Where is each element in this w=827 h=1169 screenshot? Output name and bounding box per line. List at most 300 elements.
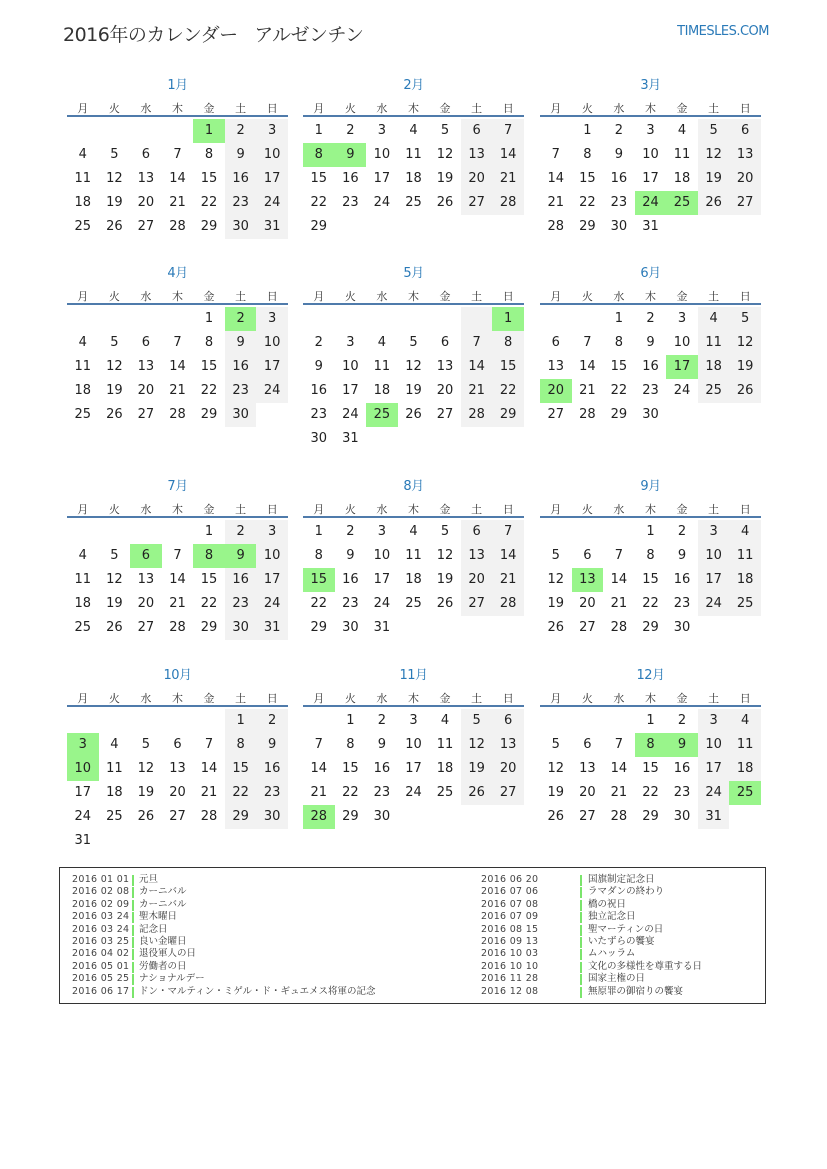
day-cell: 31 [698, 805, 730, 829]
weekday-label: 土 [235, 102, 247, 115]
weekday-label: 月 [77, 102, 89, 115]
day-cell: 21 [547, 195, 565, 210]
month-name: 2月 [403, 78, 424, 93]
day-cell: 15 [303, 568, 335, 592]
holiday-name: 独立記念日 [588, 911, 636, 923]
day-cell: 3 [346, 335, 355, 350]
holiday-legend-row [72, 874, 472, 886]
day-cell: 23 [310, 407, 328, 422]
day-cell: 9 [677, 548, 687, 563]
weekday-label: 木 [644, 290, 656, 303]
day-cell: 30 [373, 809, 391, 824]
day-cell: 10 [256, 544, 288, 568]
month-name: 12月 [636, 668, 665, 683]
day-grid [303, 709, 524, 853]
holiday-marker [132, 875, 134, 886]
day-cell: 13 [169, 761, 186, 776]
holiday-name: 聖木曜日 [139, 911, 178, 923]
day-cell: 7 [173, 335, 182, 350]
holiday-legend-row [481, 961, 761, 973]
day-cell: 21 [169, 596, 186, 611]
month-name: 8月 [403, 479, 424, 494]
weekday-label: 金 [676, 290, 688, 303]
day-cell: 21 [492, 167, 524, 191]
day-cell: 20 [579, 596, 596, 611]
day-cell: 29 [200, 407, 218, 422]
holiday-marker [132, 962, 134, 973]
holiday-marker [580, 875, 582, 886]
day-cell: 23 [225, 379, 257, 403]
day-cell: 2 [256, 709, 288, 733]
day-cell: 18 [729, 568, 761, 592]
day-cell: 15 [200, 572, 218, 587]
day-cell: 24 [698, 592, 730, 616]
day-cell: 6 [130, 544, 162, 568]
month-calendar [67, 662, 288, 848]
day-cell: 14 [610, 761, 628, 776]
day-cell: 24 [673, 383, 691, 398]
day-cell: 24 [635, 191, 667, 215]
day-cell: 4 [110, 737, 119, 752]
day-cell: 27 [137, 620, 155, 635]
weekday-header [303, 501, 524, 518]
month-name: 7月 [167, 479, 188, 494]
holiday-legend-row [72, 899, 472, 911]
day-cell: 15 [310, 171, 328, 186]
weekday-label: 水 [613, 692, 625, 705]
holiday-legend-row [72, 961, 472, 973]
day-cell: 5 [440, 123, 450, 138]
day-cell: 10 [698, 544, 730, 568]
day-cell: 16 [256, 757, 288, 781]
day-cell: 22 [492, 379, 524, 403]
day-cell: 27 [137, 219, 155, 234]
holiday-name: 橋の祝日 [588, 898, 627, 910]
day-cell: 3 [256, 520, 288, 544]
day-cell: 28 [610, 809, 628, 824]
holiday-name: ラマダンの終わり [588, 886, 665, 898]
day-cell: 27 [492, 781, 524, 805]
day-cell: 28 [169, 620, 186, 635]
day-cell: 14 [547, 171, 565, 186]
holiday-marker [132, 987, 134, 998]
day-cell: 26 [436, 596, 454, 611]
day-cell: 25 [405, 596, 422, 611]
day-cell: 17 [698, 568, 730, 592]
month-name: 11月 [399, 668, 428, 683]
day-cell: 12 [729, 331, 761, 355]
day-cell: 26 [698, 191, 730, 215]
calendar-grid [67, 72, 761, 862]
holiday-marker [580, 925, 582, 936]
holiday-name: 退役軍人の日 [139, 948, 197, 960]
day-cell: 23 [225, 191, 257, 215]
day-cell: 25 [436, 785, 454, 800]
day-cell: 24 [256, 191, 288, 215]
day-cell: 25 [729, 781, 761, 805]
weekday-label: 木 [171, 290, 183, 303]
day-cell: 10 [67, 757, 99, 781]
day-cell: 9 [614, 147, 624, 162]
weekday-label: 水 [140, 102, 152, 115]
day-cell: 16 [310, 383, 328, 398]
day-cell: 18 [106, 785, 123, 800]
holiday-marker [580, 974, 582, 985]
holiday-name: カーニバル [139, 886, 187, 898]
day-cell: 27 [547, 407, 565, 422]
holiday-marker [132, 949, 134, 960]
weekday-label: 月 [313, 692, 325, 705]
day-cell: 3 [377, 123, 387, 138]
holiday-date: 2016 01 01 [72, 874, 130, 885]
day-cell: 9 [256, 733, 288, 757]
holiday-date: 2016 10 10 [481, 960, 539, 972]
legend-column-right [481, 874, 761, 998]
holiday-date: 2016 05 25 [72, 973, 130, 985]
holiday-marker [132, 900, 134, 911]
day-grid [67, 520, 288, 664]
day-cell: 17 [405, 761, 422, 776]
weekday-label: 火 [581, 290, 593, 303]
day-cell: 1 [346, 713, 355, 728]
day-cell: 11 [729, 544, 761, 568]
day-cell: 23 [673, 596, 691, 611]
month-name: 3月 [640, 78, 661, 93]
day-cell: 19 [547, 596, 565, 611]
month-calendar [303, 662, 524, 842]
day-cell: 25 [74, 407, 92, 422]
holiday-marker [580, 900, 582, 911]
day-cell: 4 [78, 147, 87, 162]
weekday-label: 日 [502, 503, 514, 516]
holiday-legend-row [481, 874, 761, 886]
day-cell: 30 [225, 616, 257, 640]
day-cell: 6 [583, 737, 592, 752]
holiday-name: いたずらの饗宴 [588, 935, 655, 947]
day-grid [303, 119, 524, 263]
day-cell: 30 [610, 219, 628, 234]
day-cell: 17 [642, 171, 659, 186]
day-cell: 12 [106, 572, 123, 587]
day-cell: 22 [225, 781, 257, 805]
day-cell: 11 [74, 572, 92, 587]
day-grid [303, 307, 524, 451]
day-cell: 20 [461, 167, 493, 191]
holiday-marker [580, 987, 582, 998]
month-calendar [67, 72, 288, 252]
day-cell: 1 [614, 311, 624, 326]
day-cell: 20 [729, 167, 761, 191]
day-cell: 31 [342, 431, 359, 446]
day-cell: 4 [409, 123, 418, 138]
day-cell: 23 [642, 383, 659, 398]
weekday-header [540, 288, 761, 305]
day-cell: 25 [74, 219, 92, 234]
holiday-date: 2016 10 03 [481, 948, 539, 960]
weekday-label: 月 [313, 102, 325, 115]
day-cell: 1 [646, 524, 655, 539]
day-cell: 29 [642, 809, 659, 824]
day-cell: 7 [204, 737, 214, 752]
day-cell: 9 [646, 335, 655, 350]
weekday-label: 日 [266, 102, 278, 115]
weekday-label: 水 [376, 102, 388, 115]
day-cell: 25 [106, 809, 123, 824]
weekday-label: 日 [739, 692, 751, 705]
month-name: 4月 [167, 266, 188, 281]
holiday-date: 2016 02 09 [72, 898, 130, 910]
day-cell: 6 [461, 119, 493, 143]
day-cell: 15 [492, 355, 524, 379]
weekday-header [303, 288, 524, 305]
day-cell: 8 [225, 733, 257, 757]
weekday-label: 土 [471, 290, 483, 303]
month-calendar [67, 260, 288, 440]
day-cell: 12 [461, 733, 493, 757]
day-cell: 3 [698, 709, 730, 733]
day-cell: 17 [373, 572, 391, 587]
day-cell: 2 [677, 524, 687, 539]
day-cell: 11 [373, 359, 391, 374]
weekday-label: 月 [550, 290, 562, 303]
weekday-label: 火 [108, 503, 120, 516]
day-cell: 2 [314, 335, 323, 350]
day-cell: 13 [729, 143, 761, 167]
weekday-label: 火 [581, 102, 593, 115]
weekday-label: 火 [581, 503, 593, 516]
day-cell: 19 [106, 596, 123, 611]
weekday-label: 日 [502, 692, 514, 705]
day-cell: 26 [106, 219, 123, 234]
holiday-name: ムハッラム [588, 948, 636, 960]
weekday-label: 金 [439, 692, 451, 705]
day-cell: 3 [409, 713, 418, 728]
holiday-name: 労働者の日 [139, 960, 187, 972]
day-cell: 18 [729, 757, 761, 781]
empty-weekend-cell [461, 307, 493, 331]
day-cell: 3 [256, 119, 288, 143]
day-cell: 8 [583, 147, 592, 162]
day-cell: 23 [342, 195, 359, 210]
day-cell: 23 [610, 195, 628, 210]
weekday-label: 月 [550, 503, 562, 516]
day-cell: 19 [436, 171, 454, 186]
day-cell: 31 [256, 215, 288, 239]
holiday-legend-row [72, 973, 472, 985]
day-cell: 20 [461, 568, 493, 592]
day-cell: 10 [342, 359, 359, 374]
weekday-label: 木 [407, 290, 419, 303]
day-cell: 1 [583, 123, 592, 138]
day-cell: 15 [642, 761, 659, 776]
weekday-header [67, 288, 288, 305]
day-cell: 19 [405, 383, 422, 398]
day-cell: 19 [137, 785, 155, 800]
day-cell: 9 [346, 548, 355, 563]
day-cell: 5 [461, 709, 493, 733]
day-cell: 18 [673, 171, 691, 186]
day-cell: 8 [204, 147, 214, 162]
weekday-header [540, 690, 761, 707]
day-cell: 14 [579, 359, 596, 374]
day-cell: 18 [74, 383, 92, 398]
day-cell: 29 [200, 219, 218, 234]
day-cell: 25 [729, 592, 761, 616]
day-cell: 26 [137, 809, 155, 824]
day-cell: 8 [193, 544, 225, 568]
day-cell: 8 [635, 733, 667, 757]
day-cell: 14 [169, 359, 186, 374]
day-cell: 31 [373, 620, 391, 635]
weekday-label: 水 [613, 503, 625, 516]
brand-logo[interactable]: TIMESLES.COM [677, 24, 769, 39]
weekday-header [303, 100, 524, 117]
day-cell: 21 [169, 195, 186, 210]
day-cell: 19 [106, 383, 123, 398]
weekday-label: 水 [613, 102, 625, 115]
day-cell: 15 [342, 761, 359, 776]
day-cell: 13 [579, 761, 596, 776]
day-cell: 17 [373, 171, 391, 186]
day-cell: 26 [729, 379, 761, 403]
day-cell: 6 [440, 335, 450, 350]
weekday-label: 水 [140, 290, 152, 303]
day-cell: 12 [106, 171, 123, 186]
day-cell: 11 [74, 171, 92, 186]
day-cell: 15 [200, 171, 218, 186]
weekday-label: 日 [502, 290, 514, 303]
weekday-label: 木 [171, 503, 183, 516]
day-cell: 11 [74, 359, 92, 374]
day-cell: 26 [405, 407, 422, 422]
holiday-name: 聖マーティンの日 [588, 923, 664, 935]
day-cell: 10 [373, 147, 391, 162]
holiday-marker [132, 912, 134, 923]
day-cell: 18 [405, 171, 422, 186]
holiday-marker [580, 887, 582, 898]
day-cell: 29 [579, 219, 596, 234]
weekday-label: 水 [376, 290, 388, 303]
day-cell: 31 [74, 833, 92, 848]
day-cell: 11 [729, 733, 761, 757]
day-cell: 4 [729, 520, 761, 544]
day-cell: 18 [405, 572, 422, 587]
day-cell: 14 [200, 761, 218, 776]
weekday-label: 月 [77, 290, 89, 303]
month-calendar [303, 260, 524, 446]
holiday-marker [580, 912, 582, 923]
day-cell: 1 [225, 709, 257, 733]
weekday-label: 金 [676, 503, 688, 516]
day-cell: 10 [256, 331, 288, 355]
weekday-label: 火 [581, 692, 593, 705]
day-cell: 19 [547, 785, 565, 800]
day-cell: 5 [551, 548, 560, 563]
day-cell: 7 [461, 331, 493, 355]
holiday-legend-row [481, 911, 761, 923]
day-cell: 1 [204, 524, 214, 539]
month-calendar [303, 473, 524, 653]
day-cell: 3 [377, 524, 387, 539]
day-cell: 20 [137, 596, 155, 611]
day-cell: 22 [579, 195, 596, 210]
day-cell: 24 [405, 785, 422, 800]
holiday-date: 2016 07 09 [481, 911, 539, 923]
day-cell: 13 [137, 359, 155, 374]
weekday-label: 木 [407, 102, 419, 115]
holiday-date: 2016 06 20 [481, 874, 539, 885]
day-cell: 16 [225, 167, 257, 191]
day-cell: 2 [346, 524, 355, 539]
day-cell: 15 [579, 171, 596, 186]
day-cell: 12 [698, 143, 730, 167]
day-cell: 10 [698, 733, 730, 757]
day-cell: 29 [310, 620, 328, 635]
day-cell: 27 [579, 620, 596, 635]
weekday-label: 土 [708, 102, 720, 115]
day-cell: 6 [583, 548, 592, 563]
day-cell: 30 [342, 620, 359, 635]
day-cell: 16 [673, 761, 691, 776]
day-cell: 19 [698, 167, 730, 191]
day-cell: 6 [492, 709, 524, 733]
weekday-label: 金 [203, 503, 215, 516]
holiday-legend-row [72, 911, 472, 923]
holiday-date: 2016 05 01 [72, 960, 130, 972]
day-cell: 21 [610, 785, 628, 800]
day-cell: 14 [169, 171, 186, 186]
day-cell: 31 [256, 616, 288, 640]
day-cell: 27 [169, 809, 186, 824]
day-cell: 26 [106, 407, 123, 422]
weekday-label: 火 [344, 503, 356, 516]
day-cell: 24 [256, 592, 288, 616]
holiday-legend-row [481, 986, 761, 998]
day-cell: 16 [225, 355, 257, 379]
holiday-date: 2016 03 24 [72, 923, 130, 935]
day-cell: 24 [342, 407, 359, 422]
weekday-label: 火 [108, 102, 120, 115]
day-cell: 22 [642, 596, 659, 611]
weekday-label: 木 [644, 503, 656, 516]
day-cell: 26 [547, 809, 565, 824]
day-cell: 20 [169, 785, 186, 800]
weekday-label: 日 [739, 102, 751, 115]
weekday-header [67, 100, 288, 117]
day-cell: 15 [200, 359, 218, 374]
holiday-legend-row [72, 936, 472, 948]
holiday-date: 2016 03 24 [72, 911, 130, 923]
day-cell: 11 [106, 761, 123, 776]
weekday-header [540, 501, 761, 518]
day-cell: 19 [106, 195, 123, 210]
day-cell: 19 [729, 355, 761, 379]
day-cell: 29 [310, 219, 328, 234]
day-cell: 22 [342, 785, 359, 800]
day-cell: 16 [610, 171, 628, 186]
day-cell: 6 [551, 335, 560, 350]
day-cell: 1 [193, 119, 225, 143]
day-cell: 30 [225, 215, 257, 239]
weekday-label: 金 [676, 102, 688, 115]
day-cell: 16 [642, 359, 659, 374]
holiday-legend [59, 867, 766, 1004]
day-cell: 2 [225, 520, 257, 544]
holiday-name: 文化の多様性を尊重する日 [588, 960, 703, 972]
holiday-date: 2016 06 17 [72, 985, 130, 997]
day-cell: 7 [551, 147, 560, 162]
day-cell: 29 [610, 407, 628, 422]
